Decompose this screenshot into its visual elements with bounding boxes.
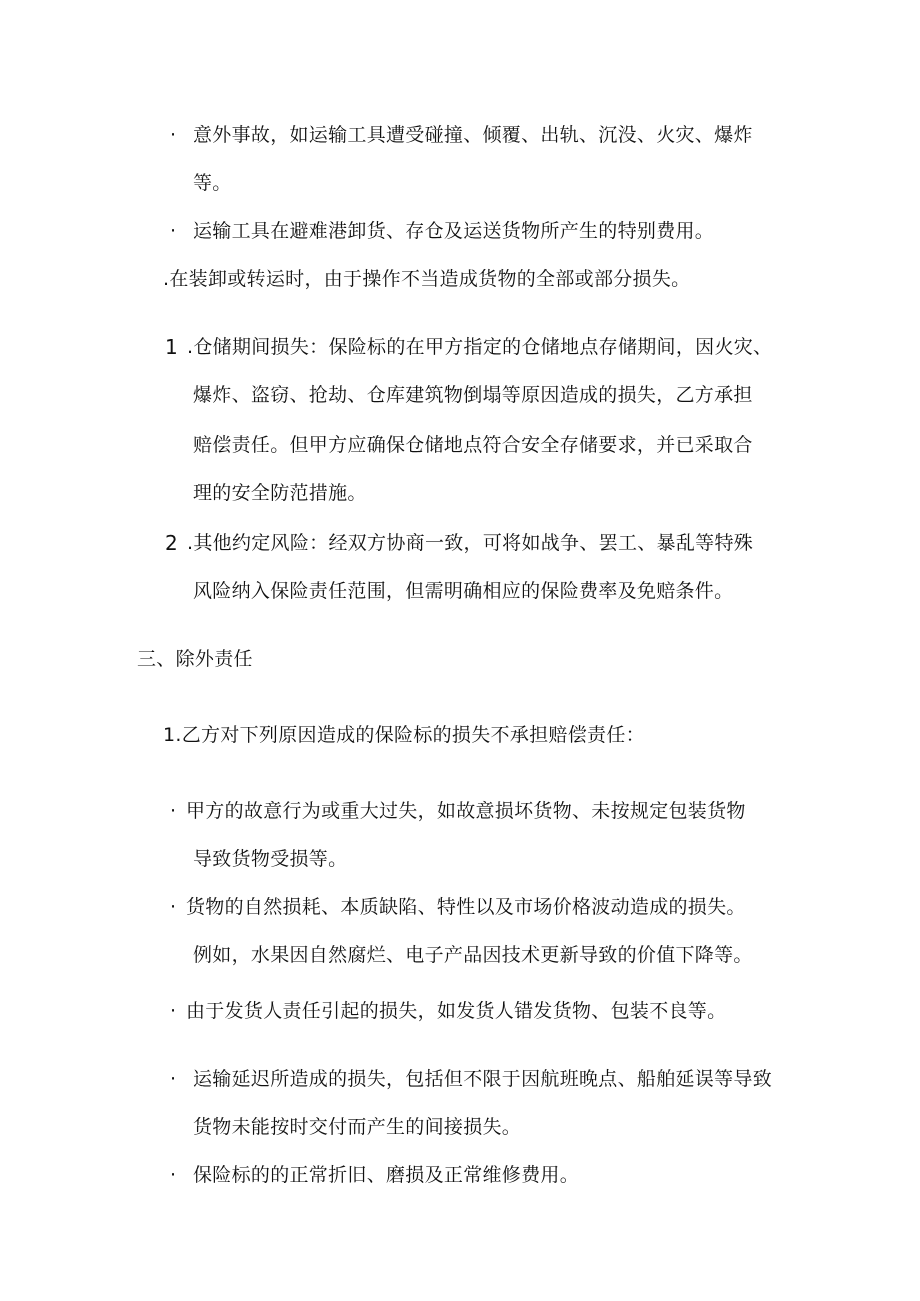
coverage-item-accident-line1: 意外事故，如运输工具遭受碰撞、倾覆、出轨、沉没、火灾、爆炸 — [193, 124, 753, 146]
other-risks-line1: .其他约定风险：经双方协商一致，可将如战争、罢工、暴乱等特殊 — [187, 532, 754, 554]
bullet-marker: · — [170, 220, 177, 242]
bullet-marker: · — [170, 124, 177, 146]
storage-loss-line1: .仓储期间损失：保险标的在甲方指定的仓储地点存储期间，因火灾、 — [187, 336, 773, 358]
storage-loss-line2: 爆炸、盗窃、抢劫、仓库建筑物倒塌等原因造成的损失，乙方承担 — [193, 384, 753, 406]
exclusion-intentional-line2: 导致货物受损等。 — [193, 848, 348, 870]
item-number: 2 — [165, 531, 178, 555]
coverage-item-loading-loss: .在装卸或转运时，由于操作不当造成货物的全部或部分损失。 — [163, 268, 691, 290]
exclusion-delay-line2: 货物未能按时交付而产生的间接损失。 — [193, 1116, 522, 1138]
exclusion-depreciation: 保险标的的正常折旧、磨损及正常维修费用。 — [193, 1164, 580, 1186]
other-risks-line2: 风险纳入保险责任范围，但需明确相应的保险费率及免赔条件。 — [193, 580, 734, 602]
coverage-item-accident-line2: 等。 — [193, 172, 232, 194]
exclusion-natural-loss-line2: 例如，水果因自然腐烂、电子产品因技术更新导致的价值下降等。 — [193, 944, 753, 966]
item-number: 1 — [165, 335, 178, 359]
storage-loss-line3: 赔偿责任。但甲方应确保仓储地点符合安全存储要求，并已采取合 — [193, 434, 753, 456]
exclusion-intentional-line1: 甲方的故意行为或重大过失，如故意损坏货物、未按规定包装货物 — [186, 800, 746, 822]
bullet-marker: · — [170, 1164, 177, 1186]
exclusions-intro: 1.乙方对下列原因造成的保险标的损失不承担赔偿责任： — [163, 724, 645, 746]
storage-loss-line4: 理的安全防范措施。 — [193, 482, 367, 504]
bullet-marker: · — [170, 1000, 177, 1022]
coverage-item-special-fees: 运输工具在避难港卸货、存仓及运送货物所产生的特别费用。 — [193, 220, 715, 242]
exclusion-shipper-fault: 由于发货人责任引起的损失，如发货人错发货物、包装不良等。 — [186, 1000, 727, 1022]
exclusion-delay-line1: 运输延迟所造成的损失，包括但不限于因航班晚点、船舶延误等导致 — [193, 1068, 773, 1090]
bullet-marker: · — [170, 800, 177, 822]
bullet-marker: · — [170, 1068, 177, 1090]
bullet-marker: · — [170, 896, 177, 918]
exclusion-natural-loss-line1: 货物的自然损耗、本质缺陷、特性以及市场价格波动造成的损失。 — [186, 896, 746, 918]
section-heading-exclusions: 三、除外责任 — [137, 648, 253, 670]
